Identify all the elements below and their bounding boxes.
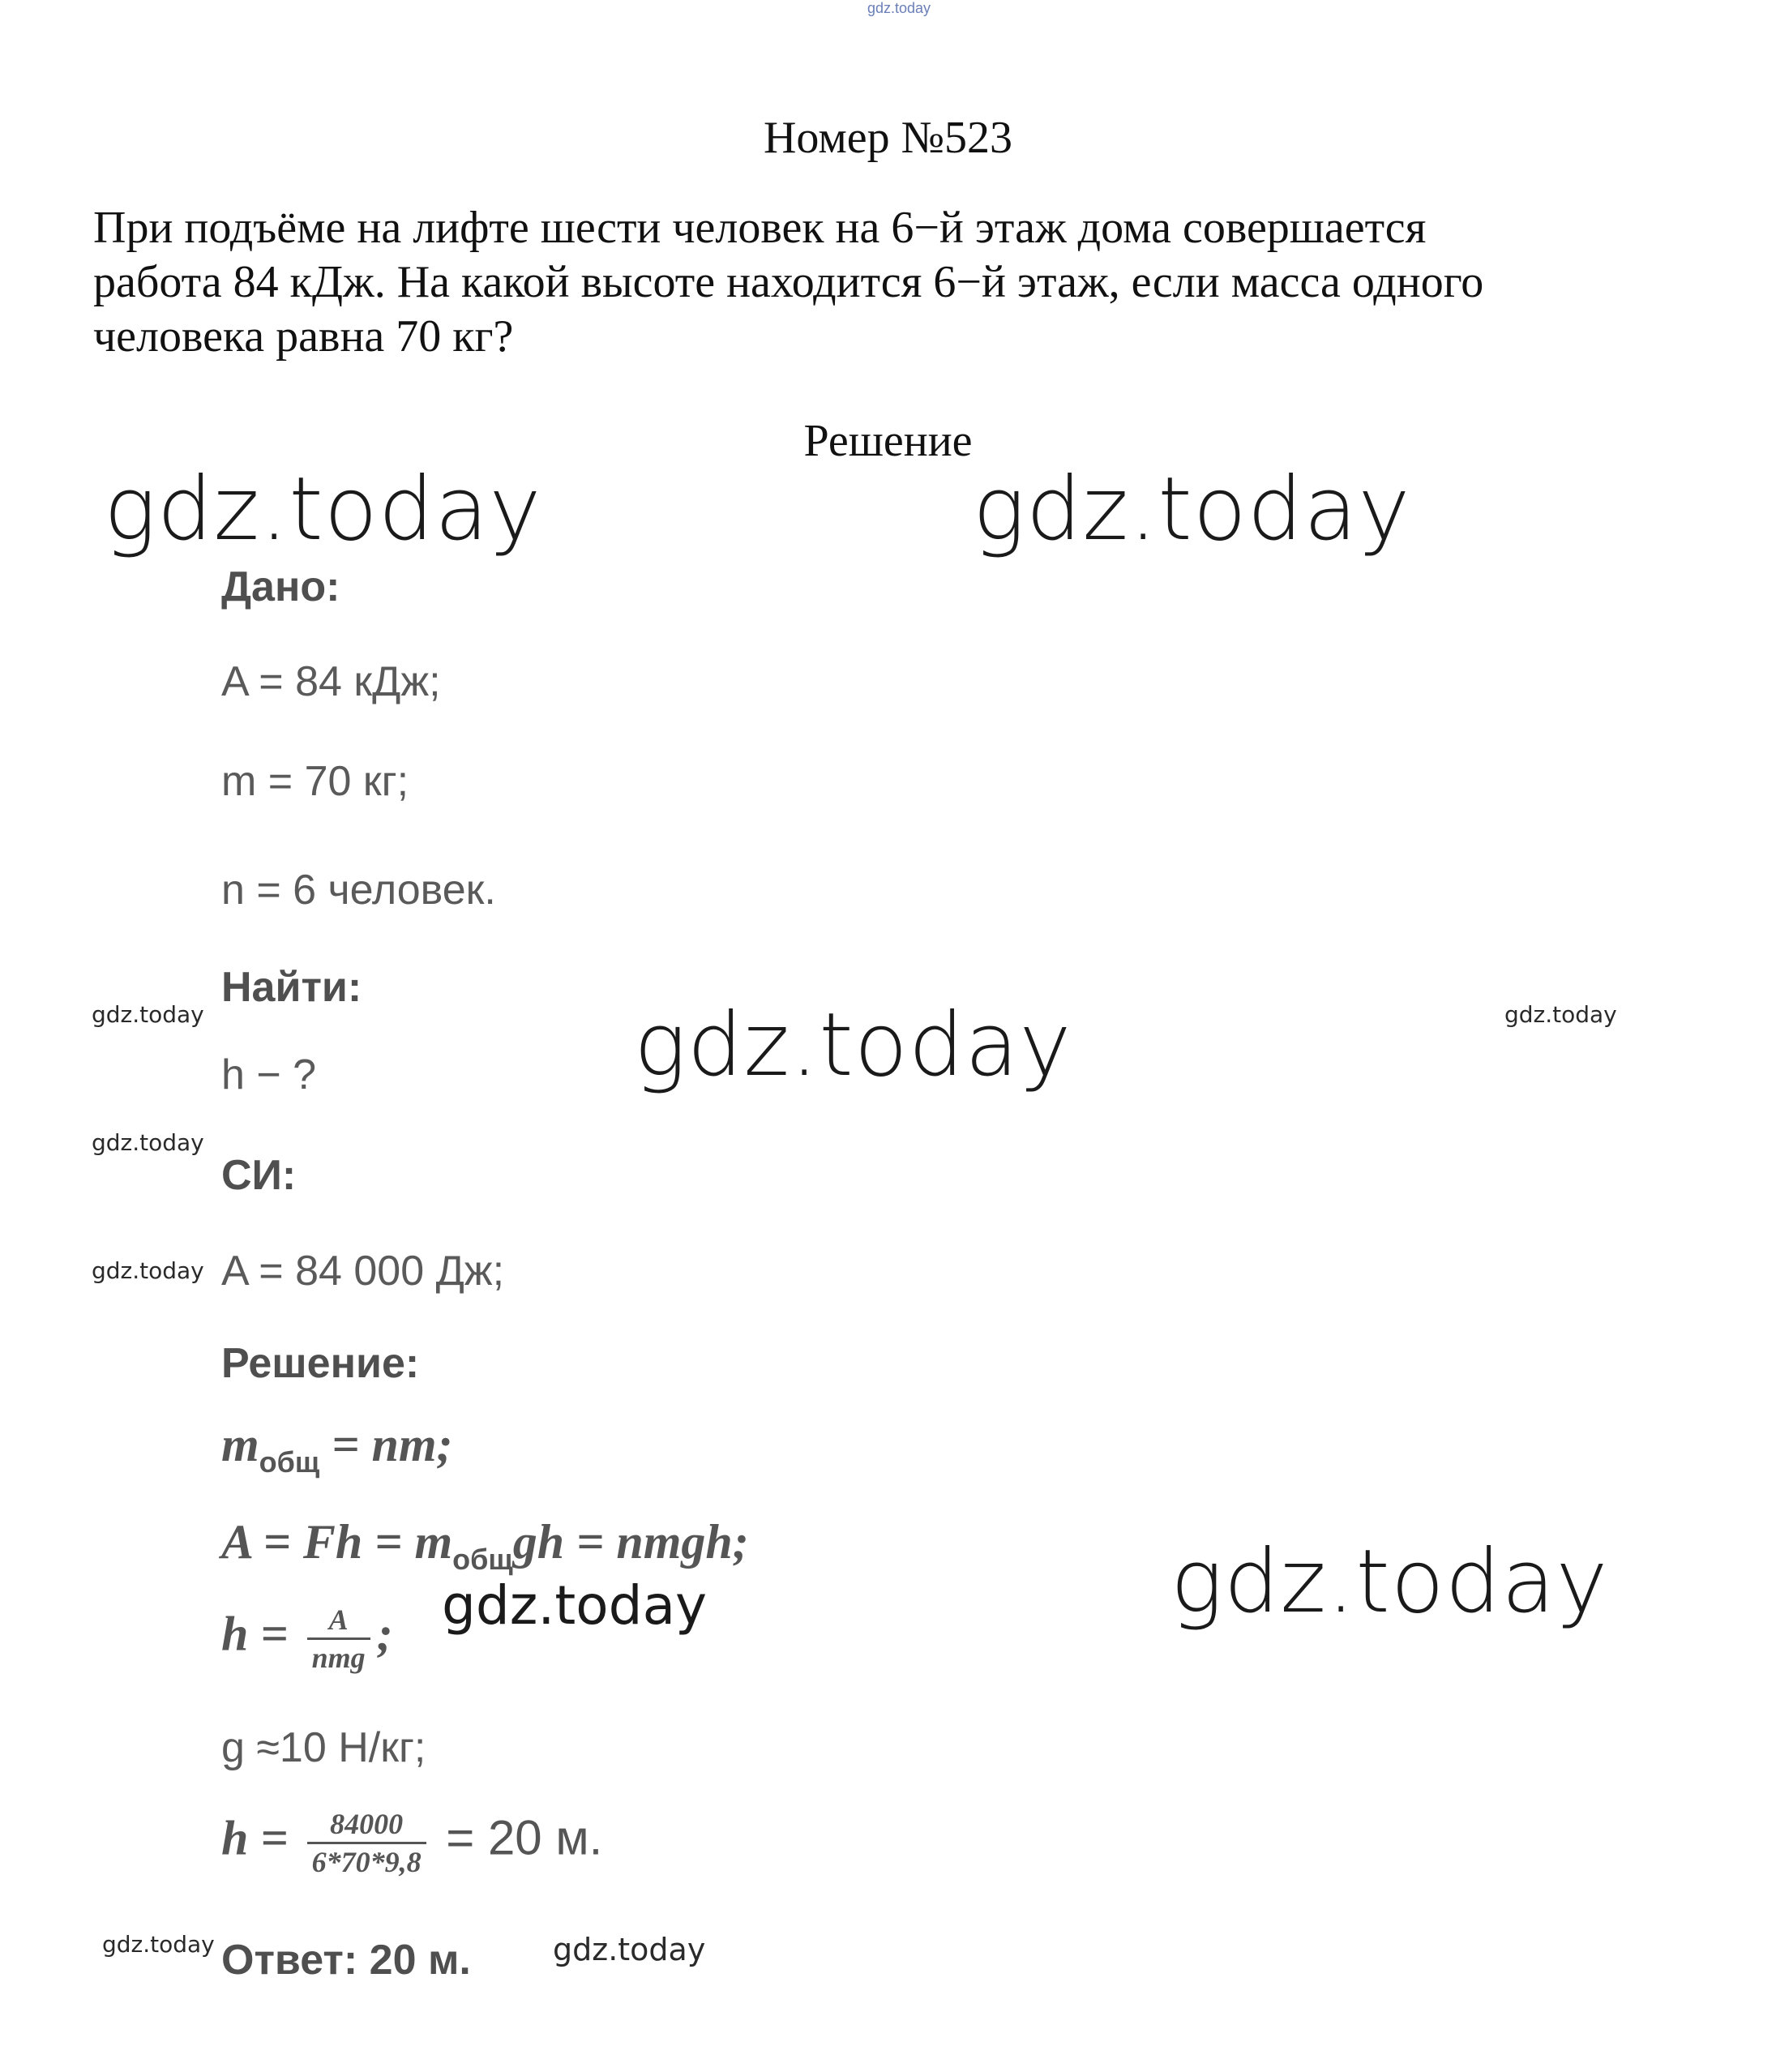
find-label: Найти: [221, 964, 362, 1011]
watermark: gdz.today [102, 1931, 215, 1958]
problem-text [93, 201, 1714, 364]
watermark: gdz.today [973, 459, 1411, 560]
watermark: gdz.today [104, 459, 542, 560]
problem-line: работа 84 кДж. На какой высоте находится 6−й этаж, если масса одного [93, 257, 1484, 307]
answer: Ответ: 20 м. [221, 1937, 471, 1984]
si-work: A = 84 000 Дж; [221, 1248, 505, 1295]
problem-line: человека равна 70 кг? [93, 311, 514, 362]
equation-work: $A = Fh = m_{общ}gh$ = nmgh; [221, 1515, 749, 1576]
watermark: gdz.today [1170, 1531, 1609, 1633]
problem-line: При подъёме на лифте шести человек на 6−й этаж дома совершается [93, 203, 1427, 253]
equation-total-mass: $m_{общ}$ = nm; [221, 1418, 453, 1479]
given-label: Дано: [221, 563, 340, 610]
watermark: gdz.today [92, 1129, 204, 1156]
given-count: n = 6 человек. [221, 867, 496, 914]
watermark: gdz.today [634, 995, 1072, 1096]
watermark: gdz.today [553, 1932, 706, 1967]
equation-height-formula: h = $\frac{A}{\text{nmg}}$ ; [221, 1603, 393, 1674]
given-work: A = 84 кДж; [221, 658, 441, 705]
header-watermark: gdz.today [867, 0, 931, 16]
given-mass: m = 70 кг; [221, 758, 409, 805]
solution-heading: Решение [803, 416, 973, 466]
find-height: h − ? [221, 1051, 317, 1098]
watermark: gdz.today [1504, 1001, 1617, 1028]
watermark: gdz.today [92, 1001, 204, 1028]
solution-label: Решение: [221, 1340, 420, 1387]
page-title: Номер №523 [763, 113, 1013, 163]
equation-height-result: h = $\frac{84000}{6*70*9,8}$ = 20 м. [221, 1808, 603, 1878]
watermark: gdz.today [92, 1257, 204, 1284]
gravity-value: g ≈10 Н/кг; [221, 1724, 426, 1771]
watermark: gdz.today [442, 1574, 708, 1637]
si-label: СИ: [221, 1152, 297, 1199]
